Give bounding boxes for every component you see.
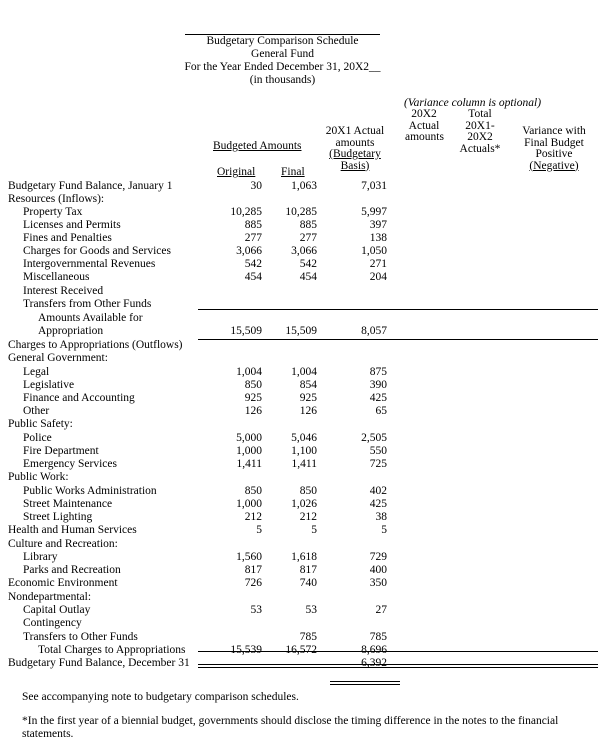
row-orig-value: 53 xyxy=(250,604,262,616)
row-label: Fire Department xyxy=(23,445,99,457)
row-label: Resources (Inflows): xyxy=(8,193,105,205)
row-orig-value: 10,285 xyxy=(230,206,262,218)
row-final-value: 1,063 xyxy=(291,180,317,192)
row-actual-value: 1,050 xyxy=(361,245,387,257)
row-orig-value: 277 xyxy=(244,232,262,244)
row-actual-value: 5 xyxy=(381,524,387,536)
x2-line2: Actual xyxy=(408,119,440,132)
col-total-actuals xyxy=(458,109,502,155)
row-final-value: 3,066 xyxy=(291,245,317,257)
row-label: Charges for Goods and Services xyxy=(23,245,171,257)
row-final-value: 850 xyxy=(299,485,317,497)
row-actual-value: 425 xyxy=(369,498,387,510)
row-final-value: 126 xyxy=(299,405,317,417)
row-actual-value: 729 xyxy=(369,551,387,563)
row-label: Parks and Recreation xyxy=(23,564,121,576)
actual-line4: Basis) xyxy=(340,159,370,172)
row-final-value: 1,026 xyxy=(291,498,317,510)
row-label: Transfers from Other Funds xyxy=(23,298,152,310)
row-final-value: 817 xyxy=(299,564,317,576)
row-orig-value: 454 xyxy=(244,271,262,283)
row-final-value: 15,509 xyxy=(285,325,317,337)
row-final-value: 16,572 xyxy=(285,644,317,656)
period: For the Year Ended December 31, 20X2__ xyxy=(184,61,381,73)
row-final-value: 925 xyxy=(299,392,317,404)
row-label: Other xyxy=(23,405,50,417)
row-actual-value: 204 xyxy=(369,271,387,283)
row-orig-value: 212 xyxy=(244,511,262,523)
row-final-value: 5,046 xyxy=(291,432,317,444)
row-actual-value: 397 xyxy=(369,219,387,231)
row-orig-value: 15,509 xyxy=(230,325,262,337)
fund-name: General Fund xyxy=(251,48,314,60)
row-label: Budgetary Fund Balance, January 1 xyxy=(8,180,173,192)
row-orig-value: 817 xyxy=(244,564,262,576)
row-orig-value: 885 xyxy=(244,219,262,231)
var-line1: Variance with xyxy=(522,125,586,137)
row-actual-value: 138 xyxy=(369,232,387,244)
row-label: Street Lighting xyxy=(23,511,93,523)
row-orig-value: 30 xyxy=(250,180,262,192)
row-label: Emergency Services xyxy=(23,458,117,470)
final-header: Final xyxy=(281,166,305,178)
row-label: General Government: xyxy=(8,352,108,364)
row-actual-value: 271 xyxy=(369,258,387,270)
row-actual-value: 27 xyxy=(375,604,387,616)
row-label: Interest Received xyxy=(23,285,104,297)
units: (in thousands) xyxy=(249,74,316,86)
row-label: Legislative xyxy=(23,379,75,391)
row-label: Capital Outlay xyxy=(23,604,91,616)
row-actual-value: 350 xyxy=(369,577,387,589)
var-line2: Final Budget xyxy=(524,136,584,149)
row-label: Library xyxy=(23,551,58,563)
rule-final-balance-2 xyxy=(330,684,400,685)
row-orig-value: 850 xyxy=(244,379,262,391)
actual-line3: (Budgetary xyxy=(329,148,381,160)
row-actual-value: 400 xyxy=(369,564,387,576)
col-20x2-actual xyxy=(405,109,443,144)
row-label: Intergovernmental Revenues xyxy=(23,258,156,270)
row-actual-value: 65 xyxy=(375,405,387,417)
row-label: Public Works Administration xyxy=(23,485,157,497)
row-actual-value: 8,696 xyxy=(361,644,387,656)
rule-before-available xyxy=(198,309,598,310)
var-line4: (Negative) xyxy=(529,159,579,172)
x2-line3: amounts xyxy=(405,131,444,143)
total-line1: Total xyxy=(468,108,492,120)
actual-line2: amounts xyxy=(335,136,375,149)
col-variance xyxy=(514,126,594,172)
row-actual-value: 7,031 xyxy=(361,180,387,192)
rule-after-total xyxy=(198,664,598,665)
row-label: Culture and Recreation: xyxy=(8,538,118,550)
row-actual-value: 5,997 xyxy=(361,206,387,218)
row-orig-value: 726 xyxy=(244,577,262,589)
row-label: Public Safety: xyxy=(8,418,73,430)
row-final-value: 1,411 xyxy=(291,458,317,470)
var-line3: Positive xyxy=(535,148,573,160)
rule-after-available xyxy=(198,339,598,340)
row-final-value: 885 xyxy=(299,219,317,231)
row-orig-value: 1,411 xyxy=(236,458,262,470)
total-line3: 20X2 xyxy=(467,131,493,143)
row-actual-value: 38 xyxy=(375,511,387,523)
row-final-value: 53 xyxy=(305,604,317,616)
row-actual-value: 8,057 xyxy=(361,325,387,337)
row-final-value: 5 xyxy=(311,524,317,536)
row-orig-value: 5,000 xyxy=(236,432,262,444)
row-label: Economic Environment xyxy=(8,577,118,589)
optional-note: (Variance column is optional) xyxy=(404,97,542,109)
row-orig-value: 5 xyxy=(256,524,262,536)
actual-line1: 20X1 Actual xyxy=(325,125,385,137)
row-label: Contingency xyxy=(23,617,82,629)
x2-line1: 20X2 xyxy=(411,108,437,120)
row-label: Fines and Penalties xyxy=(23,232,112,244)
row-label: Property Tax xyxy=(23,206,83,218)
row-actual-value: 425 xyxy=(369,392,387,404)
row-final-value: 1,004 xyxy=(291,366,317,378)
row-final-value: 454 xyxy=(299,271,317,283)
row-orig-value: 1,004 xyxy=(236,366,262,378)
row-orig-value: 3,066 xyxy=(236,245,262,257)
row-label: Street Maintenance xyxy=(23,498,113,510)
row-orig-value: 15,539 xyxy=(230,644,262,656)
rule-after-total-double xyxy=(198,667,598,668)
row-final-value: 542 xyxy=(299,258,317,270)
schedule-title: Budgetary Comparison Schedule xyxy=(206,35,359,47)
col-20x1-actual xyxy=(320,126,390,172)
row-label: Transfers to Other Funds xyxy=(23,631,138,643)
row-orig-value: 542 xyxy=(244,258,262,270)
row-actual-value: 875 xyxy=(369,366,387,378)
row-orig-value: 1,000 xyxy=(236,498,262,510)
row-label: Charges to Appropriations (Outflows) xyxy=(8,339,183,351)
row-label: Finance and Accounting xyxy=(23,392,135,404)
accompanying-note: See accompanying note to budgetary comparison schedules. xyxy=(22,691,299,703)
row-label: Licenses and Permits xyxy=(23,219,121,231)
row-label: Legal xyxy=(23,366,50,378)
row-actual-value: 402 xyxy=(369,485,387,497)
row-final-value: 1,618 xyxy=(291,551,317,563)
row-actual-value: 725 xyxy=(369,458,387,470)
row-orig-value: 1,000 xyxy=(236,445,262,457)
row-final-value: 1,100 xyxy=(291,445,317,457)
row-final-value: 277 xyxy=(299,232,317,244)
budgeted-amounts-header: Budgeted Amounts xyxy=(213,140,302,152)
row-label: Public Work: xyxy=(8,471,69,483)
row-final-value: 785 xyxy=(299,631,317,643)
schedule-header xyxy=(185,34,380,87)
row-orig-value: 126 xyxy=(244,405,262,417)
row-final-value: 740 xyxy=(299,577,317,589)
original-header: Original xyxy=(217,166,256,178)
row-label: Miscellaneous xyxy=(23,271,90,283)
row-actual-value: 550 xyxy=(369,445,387,457)
row-label: Amounts Available for xyxy=(38,312,143,324)
row-orig-value: 850 xyxy=(244,485,262,497)
row-final-value: 212 xyxy=(299,511,317,523)
row-actual-value: 390 xyxy=(369,379,387,391)
row-orig-value: 1,560 xyxy=(236,551,262,563)
row-label: Total Charges to Appropriations xyxy=(38,644,186,656)
total-line2: 20X1- xyxy=(465,119,495,132)
rule-before-total xyxy=(198,651,598,652)
row-actual-value: 6,392 xyxy=(361,657,387,669)
row-final-value: 854 xyxy=(299,379,317,391)
row-actual-value: 785 xyxy=(369,631,387,643)
footnote: *In the first year of a biennial budget, governments should disclose the timing difference in the notes to the financial statements. xyxy=(22,715,559,740)
row-label: Police xyxy=(23,432,52,444)
rule-final-balance-1 xyxy=(330,681,400,682)
row-label: Appropriation xyxy=(38,325,104,337)
row-label: Budgetary Fund Balance, December 31 xyxy=(8,657,190,669)
row-orig-value: 925 xyxy=(244,392,262,404)
row-actual-value: 2,505 xyxy=(361,432,387,444)
row-label: Health and Human Services xyxy=(8,524,137,536)
row-final-value: 10,285 xyxy=(285,206,317,218)
total-line4: Actuals* xyxy=(459,142,501,155)
row-label: Nondepartmental: xyxy=(8,591,92,603)
